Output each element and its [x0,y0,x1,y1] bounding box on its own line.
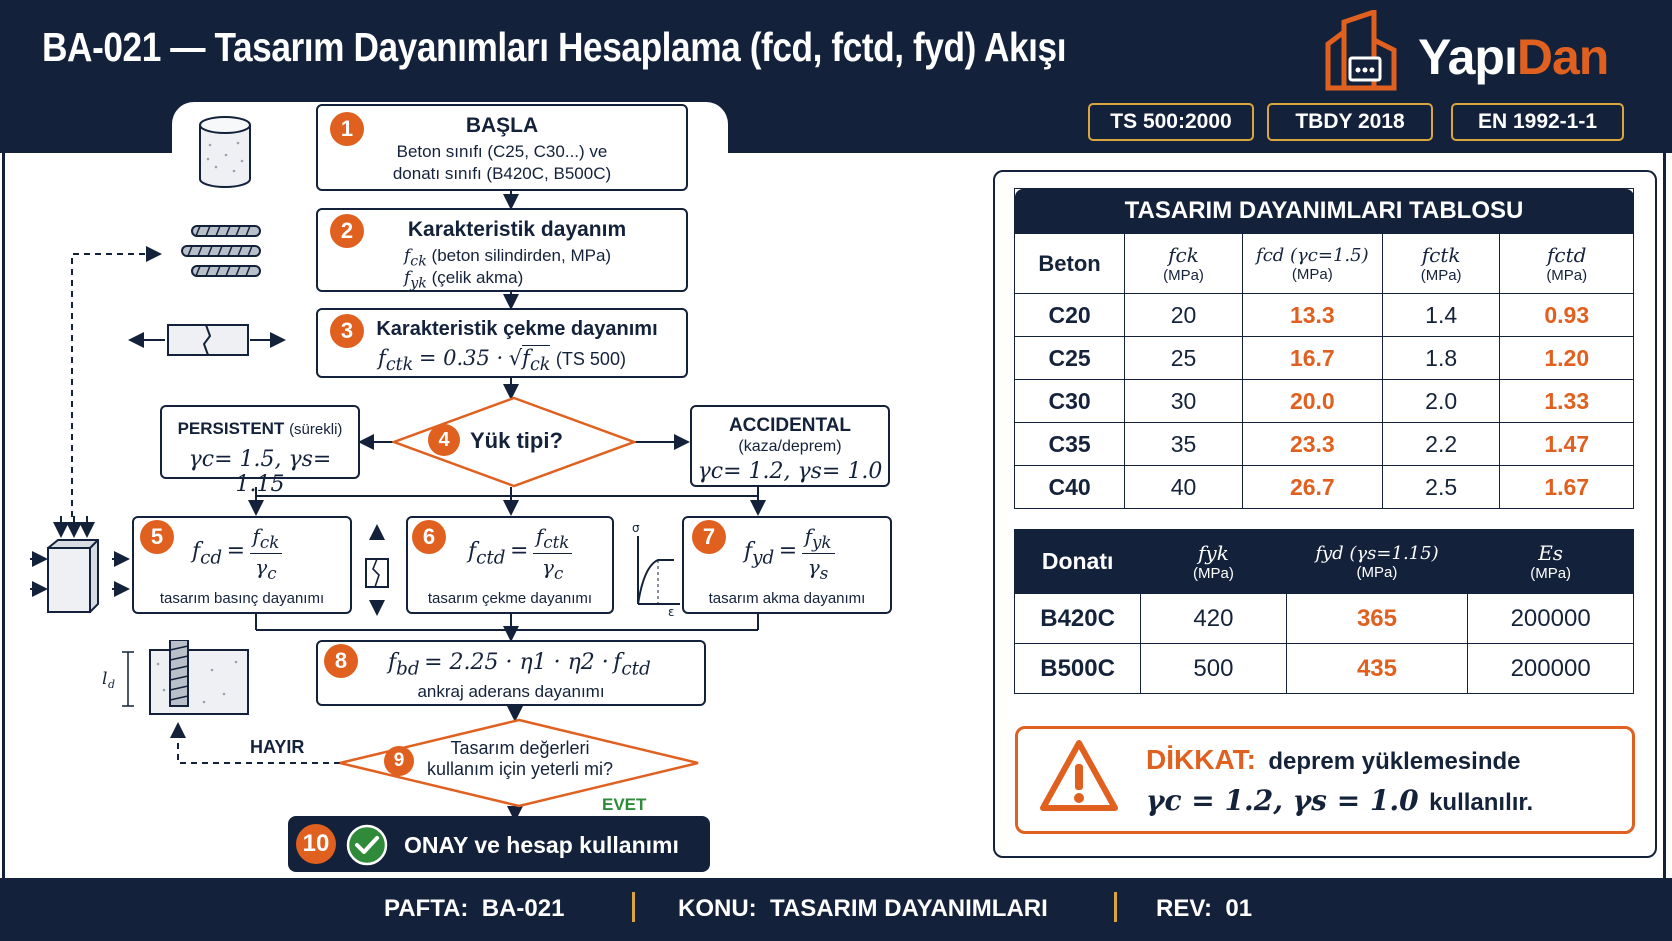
table-cell: 2.2 [1382,423,1500,466]
svg-text:ε: ε [668,605,675,618]
stress-strain-icon [630,520,682,618]
table-cell: 1.47 [1500,423,1634,466]
footer-separator [632,892,635,922]
decision-no-label: HAYIR [250,737,305,757]
table-cell: 23.3 [1242,423,1382,466]
standard-badge-en1992: EN 1992-1-1 [1451,103,1624,141]
footer-pafta: PAFTA: BA-021 [384,895,565,922]
rebar-bundle-icon [178,220,268,288]
svg-text:l: l [102,669,108,689]
table-cell: 20.0 [1242,380,1382,423]
table-row [1015,594,1634,644]
accidental-box: ACCIDENTAL (kaza/deprem) γc= 1.2, γs= 1.0 [690,405,890,487]
step-9-question: Tasarım değerleri kullanım için yeterli mi? [426,738,614,779]
table-cell: 200000 [1468,594,1634,644]
col-header: Beton [1015,234,1125,294]
step-4-number: 4 [428,424,460,456]
col-header: fyd (γs=1.15) (MPa) [1286,530,1468,594]
footer-konu: KONU: TASARIM DAYANIMLARI [678,895,1048,922]
svg-text:d: d [108,678,116,691]
table-cell: 25 [1125,337,1243,380]
table-cell: 420 [1141,594,1286,644]
check-circle-icon [346,824,388,866]
table-cell: 0.93 [1500,294,1634,337]
concrete-strength-table [1014,188,1634,509]
table-cell: B500C [1015,644,1141,694]
table-row [1015,466,1634,509]
page-title: BA-021 — Tasarım Dayanımları Hesaplama (fcd, fctd, fyd) Akışı [42,24,1067,70]
table-row [1015,380,1634,423]
step-7-number: 7 [692,520,726,554]
col-header: fcd (γc=1.5) (MPa) [1242,234,1382,294]
svg-text:σ: σ [632,521,640,535]
footer-bar [0,878,1672,941]
col-header: fctk (MPa) [1382,234,1500,294]
decision-yes-label: EVET [602,795,647,814]
step-6-fctd: $f_{ctd}$ = $f_{ctk}$ $\gamma_c$ tasarım çekme dayanımı [406,516,614,614]
step-1-number: 1 [330,112,364,146]
table-row [1015,294,1634,337]
table-cell: 365 [1286,594,1468,644]
step-8-fbd: $f_{bd} = 2.25 \cdot \eta 1 \cdot \eta 2 \cdot f_{ctd}$ ankraj aderans dayanımı [316,640,706,706]
table-cell: 20 [1125,294,1243,337]
anchorage-bar-icon [100,640,252,718]
persistent-box: PERSISTENT (sürekli) γc= 1.5, γs= 1.15 [160,405,360,479]
standard-badge-ts500: TS 500:2000 [1088,103,1254,141]
table-cell: 26.7 [1242,466,1382,509]
table-cell: 200000 [1468,644,1634,694]
warning-text: DİKKAT: deprem yüklemesinde [1146,744,1521,775]
col-header: fyk (MPa) [1141,530,1286,594]
table-cell: 13.3 [1242,294,1382,337]
table-cell: 35 [1125,423,1243,466]
step-5-fcd: $f_{cd}$ = $f_{ck}$ $\gamma_c$ tasarım basınç dayanımı [132,516,352,614]
step-9-number: 9 [384,746,414,776]
step-5-number: 5 [140,520,174,554]
table-row [1015,337,1634,380]
concrete-cylinder-icon [196,115,254,191]
table-cell: C20 [1015,294,1125,337]
step-8-number: 8 [324,644,358,678]
table-cell: 16.7 [1242,337,1382,380]
col-header: fctd (MPa) [1500,234,1634,294]
table-cell: 500 [1141,644,1286,694]
standard-badge-tbdy: TBDY 2018 [1267,103,1433,141]
step-2-number: 2 [330,214,364,248]
footer-rev: REV: 01 [1156,895,1253,922]
col-header: Es (MPa) [1468,530,1634,594]
table-cell: C35 [1015,423,1125,466]
table-cell: 435 [1286,644,1468,694]
warning-triangle-icon [1038,738,1120,814]
step-6-number: 6 [412,520,446,554]
table-row [1015,423,1634,466]
crack-element-icon [364,557,390,589]
rebar-strength-table [1014,529,1634,694]
step-3-tensile: Karakteristik çekme dayanımı $f_{ctk} = 0.35 \cdot √f_{ck}$ (TS 500) [316,308,688,378]
table-title: TASARIM DAYANIMLARI TABLOSU [1015,189,1634,234]
table-cell: B420C [1015,594,1141,644]
table-cell: 1.33 [1500,380,1634,423]
table-cell: 1.8 [1382,337,1500,380]
table-cell: C30 [1015,380,1125,423]
table-cell: 2.0 [1382,380,1500,423]
step-10-number: 10 [296,824,336,864]
step-3-number: 3 [330,314,364,348]
concrete-block-icon [44,536,102,616]
step-2-characteristic: Karakteristik dayanım $f_{ck}$ (beton silindirden, MPa) $f_{yk}$ (çelik akma) [316,208,688,292]
table-cell: 2.5 [1382,466,1500,509]
col-header: Donatı [1015,530,1141,594]
col-header: fck (MPa) [1125,234,1243,294]
warning-text-2: γc = 1.2, γs = 1.0 kullanılır. [1146,784,1534,817]
table-cell: 1.4 [1382,294,1500,337]
table-cell: 1.20 [1500,337,1634,380]
table-cell: 40 [1125,466,1243,509]
step-4-question: Yük tipi? [470,428,563,453]
tension-specimen-icon [166,322,250,358]
footer-separator [1114,892,1117,922]
table-cell: C25 [1015,337,1125,380]
step-10-label: ONAY ve hesap kullanımı [404,832,679,858]
table-cell: 1.67 [1500,466,1634,509]
table-cell: C40 [1015,466,1125,509]
table-cell: 30 [1125,380,1243,423]
table-row [1015,644,1634,694]
step-1-start: BAŞLA Beton sınıfı (C25, C30...) ve donatı sınıfı (B420C, B500C) [316,104,688,191]
step-7-fyd: $f_{yd}$ = $f_{yk}$ $\gamma_s$ tasarım akma dayanımı [682,516,892,614]
brand-logo: YapıDan [1418,29,1609,85]
